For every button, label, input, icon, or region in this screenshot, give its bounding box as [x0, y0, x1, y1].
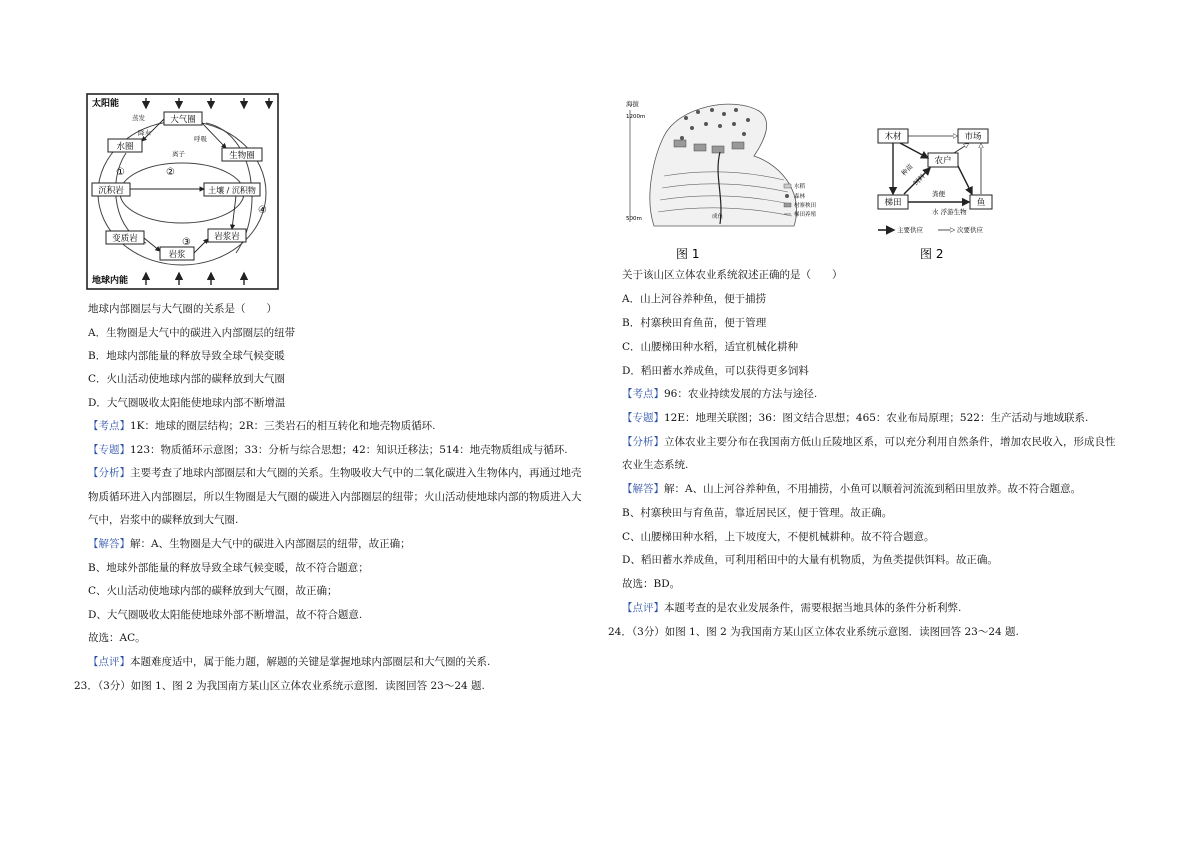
- rock-cycle-diagram: [86, 93, 280, 295]
- fenxi-line-2: 农业生态系统.: [622, 459, 689, 471]
- fig1-legend-rice: 水稻: [794, 184, 806, 190]
- q23-option-a: A．山上河谷养种鱼，便于捕捞: [622, 293, 767, 305]
- jieda-answer: 故选：BD。: [622, 578, 681, 590]
- node-soil-sediment: 土壤 / 沉积物: [208, 186, 256, 195]
- kaodian-tag: 【考点】: [88, 420, 130, 432]
- node-atmosphere: 大气圈: [170, 115, 196, 125]
- zhuanti-text: 123：物质循环示意图；33：分析与综合思想；42：知识迁移法；514：地壳物质组成与循环.: [130, 444, 568, 456]
- q23-zhuanti: [622, 411, 1088, 425]
- node-magma: 岩浆: [168, 250, 186, 260]
- edge-num-4: ④: [258, 205, 267, 216]
- kaodian-text: 1K：地球的圈层结构；2R：三类岩石的相互转化和地壳物质循环.: [130, 420, 436, 432]
- fig2-legend-main: 主要供应: [897, 226, 923, 234]
- q22-fenxi: [88, 466, 582, 480]
- q22-stem: 地球内部圈层与大气圈的关系是（ ）: [88, 303, 277, 315]
- edge-num-3: ③: [182, 237, 191, 248]
- fig2-edge-feed: 饲料: [911, 172, 927, 188]
- fig2-edge-seedling: 种苗: [899, 162, 915, 178]
- jieda-line-c: C、火山活动使地球内部的碳释放到大气圈，故正确；: [88, 585, 338, 597]
- dianping-text: 本题考查的是农业发展条件，需要根据当地具体的条件分析利弊.: [664, 602, 962, 614]
- node-biosphere: 生物圈: [229, 151, 255, 161]
- edge-respiration: 呼吸: [194, 135, 207, 143]
- jieda-line-d: D、稻田蓄水养成鱼，可利用稻田中的大量有机物质，为鱼类提供饵料。故正确。: [622, 554, 998, 566]
- fig1-elev-top: 1200m: [626, 114, 646, 120]
- fig2-node-fish: 鱼: [976, 198, 986, 208]
- fenxi-line-3: 气中，岩浆中的碳释放到大气圈.: [88, 514, 239, 526]
- fenxi-line-1: 主要考查了地球内部圈层和大气圈的关系。生物吸收大气中的二氧化碳进入生物体内，再通过地壳: [130, 467, 582, 479]
- q24-heading: 24．（3分）如图 1、图 2 为我国南方某山区立体农业系统示意图．读图回答 23～24 题.: [608, 626, 1019, 638]
- fig2-legend-secondary: 次要供应: [957, 226, 983, 234]
- fig1-elev-bottom: 500m: [626, 216, 642, 222]
- fig2-node-terrace: 梯田: [884, 198, 902, 208]
- q23-option-b: B．村寨秧田育鱼苗，便于管理: [622, 317, 767, 329]
- q23-option-d: D．稻田蓄水养成鱼，可以获得更多饲料: [622, 365, 809, 377]
- fenxi-line-2: 物质循环进入内部圈层，所以生物圈是大气圈的碳进入内部圈层的纽带；火山活动使地球内部的物质进入大: [88, 491, 582, 503]
- zhuanti-text: 12E：地理关联图；36：图文结合思想；465：农业布局原理；522：生产活动与地域联系.: [664, 412, 1089, 424]
- edge-num-2: ②: [166, 167, 175, 178]
- fig2-node-farmer: 农户: [934, 156, 952, 166]
- dianping-text: 本题难度适中，属于能力题，解题的关键是掌握地球内部圈层和大气圈的关系.: [130, 656, 491, 668]
- q23-heading: 23．（3分）如图 1、图 2 为我国南方某山区立体农业系统示意图．读图回答 23～24 题.: [74, 680, 485, 692]
- edge-precipitation: 降水: [138, 129, 151, 137]
- edge-ions: 离子: [172, 150, 185, 158]
- fig2-caption: 图 2: [920, 247, 944, 261]
- zhuanti-tag: 【专题】: [88, 444, 130, 456]
- kaodian-tag: 【考点】: [622, 388, 664, 400]
- jieda-tag: 【解答】: [622, 483, 664, 495]
- earth-internal-energy-label: 地球内能: [92, 276, 129, 286]
- q22-option-b: B．地球内部能量的释放导致全球气候变暖: [88, 350, 285, 362]
- q22-kaodian: [88, 419, 435, 433]
- jieda-answer: 故选：AC。: [88, 632, 146, 644]
- jieda-tag: 【解答】: [88, 538, 130, 550]
- fig1-fish-label: 成鱼: [712, 214, 724, 220]
- fig2-node-market: 市场: [964, 132, 982, 142]
- node-igneous-rock: 岩浆岩: [214, 232, 240, 242]
- jieda-line-b: B、村寨秧田与育鱼苗，靠近居民区，便于管理。故正确。: [622, 507, 893, 519]
- fig2-node-water-plankton: 水 浮游生物: [932, 208, 967, 216]
- dianping-tag: 【点评】: [88, 656, 130, 668]
- q22-option-c: C．火山活动使地球内部的碳释放到大气圈: [88, 373, 286, 385]
- figure-1-mountain-agriculture: [624, 96, 830, 268]
- node-hydrosphere: 水圈: [116, 142, 134, 152]
- jieda-first: 解：A、生物圈是大气中的碳进入内部圈层的纽带，故正确；: [130, 538, 411, 550]
- figure-2-system-flow: [874, 126, 1014, 268]
- fig1-legend-terrace: 梯田养殖: [794, 212, 817, 218]
- q22-option-a: A．生物圈是大气中的碳进入内部圈层的纽带: [88, 327, 296, 339]
- fig2-edge-manure: 粪便: [932, 190, 945, 198]
- q23-fenxi: [622, 435, 1116, 449]
- fenxi-tag: 【分析】: [88, 467, 130, 479]
- fenxi-tag: 【分析】: [622, 436, 664, 448]
- edge-num-1: ①: [116, 167, 125, 178]
- edge-evaporation: 蒸发: [132, 114, 145, 122]
- fig1-caption: 图 1: [676, 247, 700, 261]
- jieda-line-d: D、大气圈吸收太阳能使地球外部不断增温，故不符合题意.: [88, 609, 363, 621]
- fenxi-line-1: 立体农业主要分布在我国南方低山丘陵地区系，可以充分利用自然条件，增加农民收入，形成良性: [664, 436, 1116, 448]
- fig1-elev-title: 海拔: [626, 100, 639, 108]
- jieda-first: 解：A、山上河谷养种鱼，不用捕捞，小鱼可以顺着河流流到稻田里放养。故不符合题意。: [664, 483, 1082, 495]
- kaodian-text: 96：农业持续发展的方法与途径.: [664, 388, 818, 400]
- q22-dianping: [88, 655, 490, 669]
- q22-jieda: [88, 537, 411, 551]
- q22-option-d: D．大气圈吸收太阳能使地球内部不断增温: [88, 397, 286, 409]
- jieda-line-b: B、地球外部能量的释放导致全球气候变暖，故不符合题意；: [88, 562, 369, 574]
- fig1-legend-forest: 森林: [794, 194, 806, 200]
- q22-zhuanti: [88, 443, 568, 457]
- jieda-line-c: C、山腰梯田种水稻，上下坡度大，不便机械耕种。故不符合题意。: [622, 531, 935, 543]
- node-metamorphic-rock: 变质岩: [112, 234, 138, 244]
- q23-jieda: [622, 482, 1081, 496]
- fig2-node-timber: 木材: [884, 132, 902, 142]
- q23-stem: 关于该山区立体农业系统叙述正确的是（ ）: [622, 269, 843, 281]
- zhuanti-tag: 【专题】: [622, 412, 664, 424]
- q23-dianping: [622, 601, 961, 615]
- dianping-tag: 【点评】: [622, 602, 664, 614]
- solar-energy-label: 太阳能: [92, 99, 120, 109]
- q23-kaodian: [622, 387, 817, 401]
- q23-option-c: C．山腰梯田种水稻，适宜机械化耕种: [622, 341, 799, 353]
- node-sedimentary-rock: 沉积岩: [98, 186, 124, 196]
- fig1-legend-village: 村寨秧田: [794, 203, 817, 209]
